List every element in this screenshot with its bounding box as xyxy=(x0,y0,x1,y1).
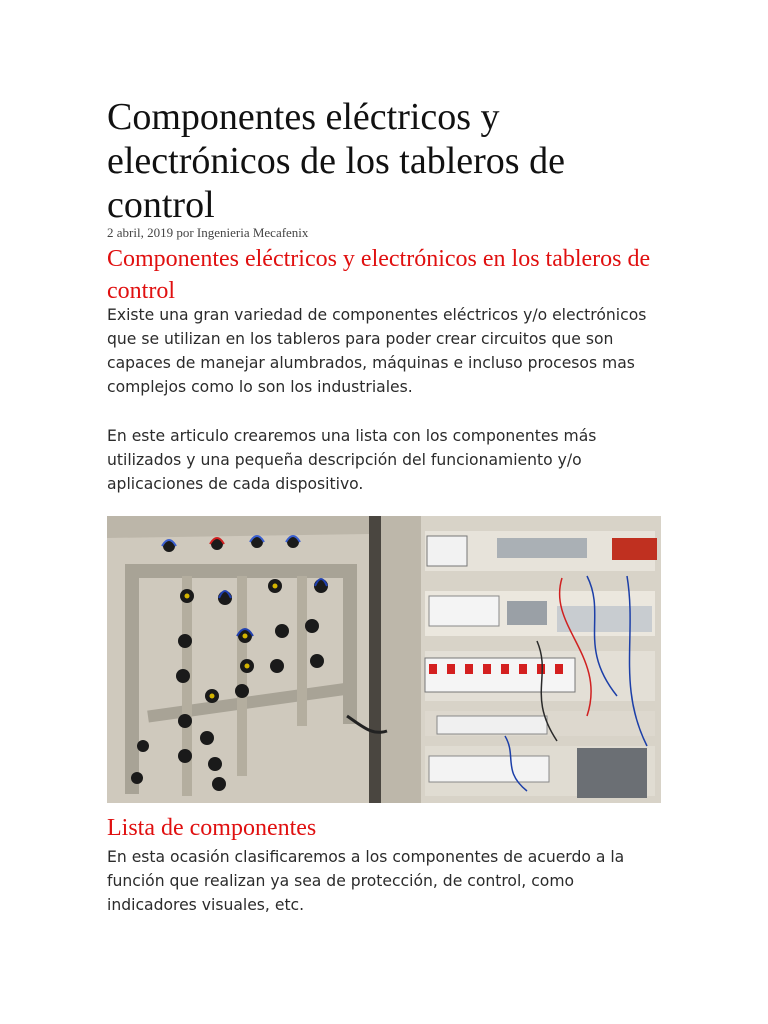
classification-paragraph: En esta ocasión clasificaremos a los componentes de acuerdo a la función que realizan ya sea de protección, de control, como indicadores visuales, etc. xyxy=(107,848,625,914)
control-panel-photo xyxy=(107,516,661,803)
section-heading-intro: Componentes eléctricos y electrónicos en los tableros de control xyxy=(107,246,651,304)
article-purpose-paragraph: En este articulo crearemos una lista con los componentes más utilizados y una pequeña descripción del funcionamiento y/o aplicaciones de cada dispositivo. xyxy=(107,427,597,493)
page-title: Componentes eléctricos y electrónicos de los tableros de control xyxy=(107,96,565,226)
intro-paragraph: Existe una gran variedad de componentes eléctricos y/o electrónicos que se utilizan en los tableros para poder crear circuitos que son capaces de manejar alumbrados, máquinas e incluso procesos mas complejos como lo son los industriales. xyxy=(107,306,647,396)
post-meta: 2 abril, 2019 por Ingenieria Mecafenix xyxy=(107,225,309,240)
section-heading-components-list: Lista de componentes xyxy=(107,815,317,841)
